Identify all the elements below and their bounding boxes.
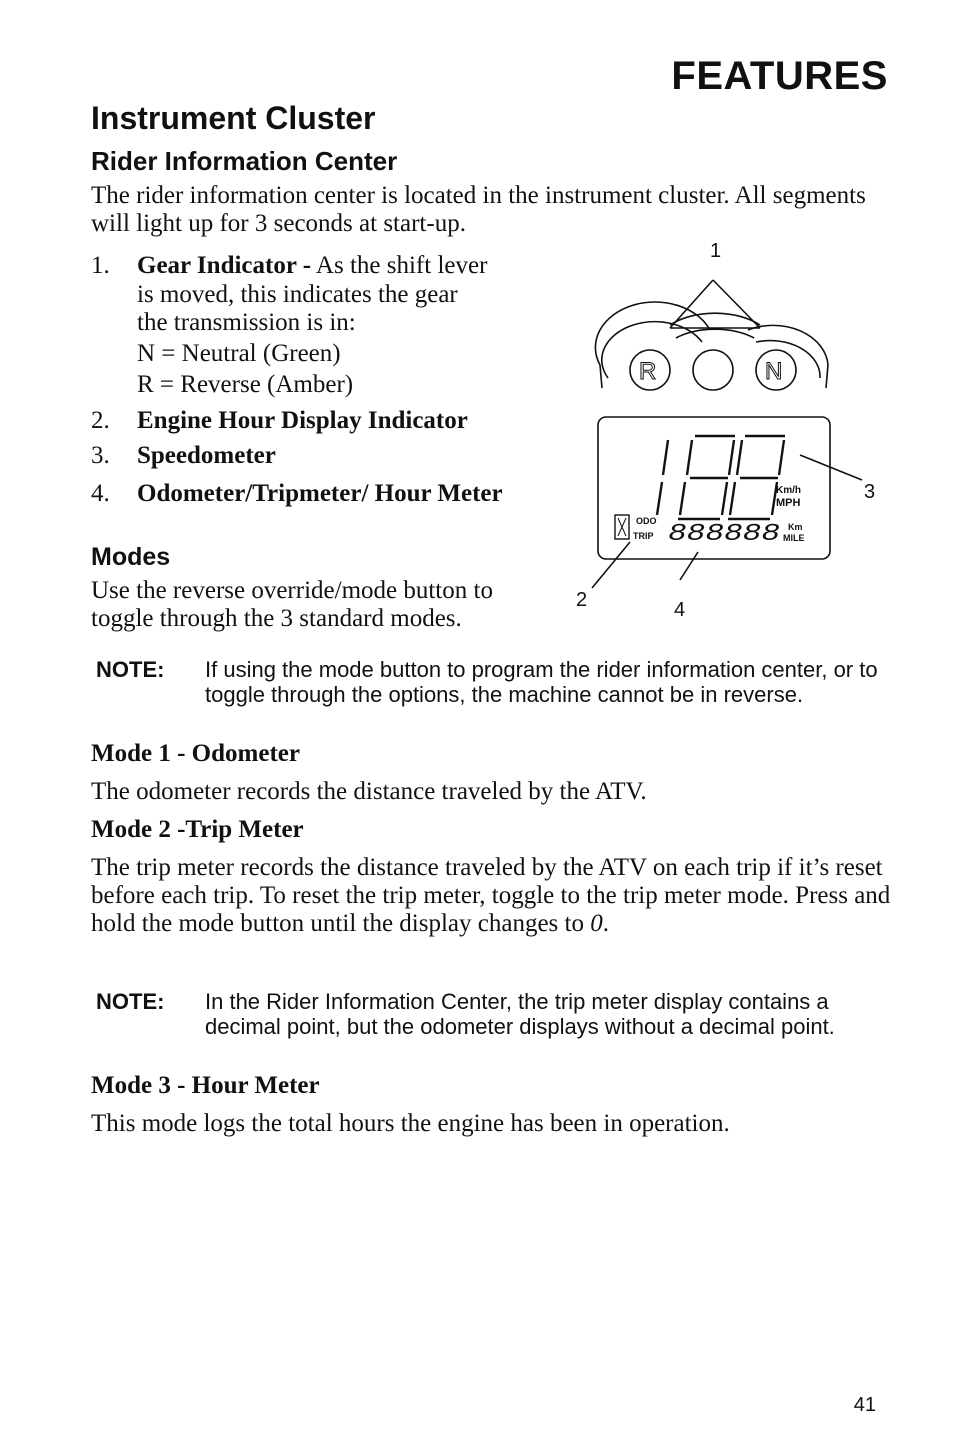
note-text: If using the mode button to program the rider information center, or to toggle through the options, the machine cannot be in reverse. xyxy=(205,657,878,707)
trip-label: TRIP xyxy=(633,531,654,541)
list-item xyxy=(91,479,503,509)
mode2-text-end: . xyxy=(602,910,609,937)
callout-3-leader xyxy=(800,455,862,480)
note xyxy=(96,989,896,1064)
list-item-number: 1. xyxy=(91,252,110,279)
mode3-heading: Mode 3 - Hour Meter xyxy=(91,1072,320,1099)
callout-3: 3 xyxy=(864,481,876,503)
callout-4-leader xyxy=(680,552,698,580)
note-label: NOTE: xyxy=(96,657,165,682)
page-title: Instrument Cluster xyxy=(91,100,376,136)
section-title: FEATURES xyxy=(671,54,888,98)
list-item-continuation: the transmission is in: xyxy=(137,309,356,336)
note-label: NOTE: xyxy=(96,989,165,1014)
list-item-continuation: R = Reverse (Amber) xyxy=(137,371,354,398)
intro-paragraph: The rider information center is located in the instrument cluster. All segments will light up for 3 seconds at start-up. xyxy=(91,182,866,237)
callout-1: 1 xyxy=(710,240,722,262)
callout-1-leader xyxy=(670,280,760,328)
list-item-label: Speedometer xyxy=(137,442,276,469)
list-item-number: 3. xyxy=(91,442,110,469)
gear-r-label: R xyxy=(639,358,657,385)
odo-label: ODO xyxy=(636,516,657,526)
callout-4: 4 xyxy=(674,599,686,621)
list-item-label: Gear Indicator - xyxy=(137,252,312,279)
list-item xyxy=(91,441,276,471)
speedometer-digits xyxy=(657,436,785,519)
list-item xyxy=(91,406,468,436)
mode2-heading: Mode 2 -Trip Meter xyxy=(91,816,304,843)
dist-unit-km: Km xyxy=(788,522,803,532)
list-item-text: As the shift lever xyxy=(311,252,488,279)
mode2-text: The trip meter records the distance traveled by the ATV on each trip if it’s reset before each trip. To reset the trip meter, toggle to the trip meter mode. Press and hold the mode button until the display changes to xyxy=(91,854,891,937)
mode3-paragraph: This mode logs the total hours the engine has been in operation. xyxy=(91,1110,730,1137)
list-item-number: 4. xyxy=(91,480,110,507)
subtitle: Rider Information Center xyxy=(91,146,398,176)
list-item-continuation: N = Neutral (Green) xyxy=(137,340,341,367)
list-item-label: Odometer/Tripmeter/ Hour Meter xyxy=(137,480,503,507)
speed-unit-mph: MPH xyxy=(776,497,801,509)
mode2-paragraph xyxy=(91,854,891,938)
instrument-cluster-diagram xyxy=(570,230,890,625)
list-item-continuation: is moved, this indicates the gear xyxy=(137,281,458,308)
callout-2: 2 xyxy=(576,589,588,611)
mode2-emphasis: 0 xyxy=(590,910,603,937)
list-item xyxy=(91,251,487,281)
speed-unit-kmh: Km/h xyxy=(776,485,801,496)
page-number: 41 xyxy=(853,1394,876,1416)
modes-paragraph: Use the reverse override/mode button to toggle through the 3 standard modes. xyxy=(91,577,493,632)
center-indicator xyxy=(693,350,733,390)
list-item-number: 2. xyxy=(91,407,110,434)
gear-n-label: N xyxy=(765,358,783,385)
mode1-heading: Mode 1 - Odometer xyxy=(91,740,300,767)
mode1-paragraph: The odometer records the distance traveled by the ATV. xyxy=(91,778,647,805)
note xyxy=(96,657,896,732)
dist-unit-mile: MILE xyxy=(783,533,805,543)
odometer-digits: 888888 xyxy=(668,521,780,548)
note-text: In the Rider Information Center, the trip meter display contains a decimal point, but the odometer displays without a decimal point. xyxy=(205,989,835,1039)
list-item-label: Engine Hour Display Indicator xyxy=(137,407,468,434)
modes-heading: Modes xyxy=(91,543,171,571)
